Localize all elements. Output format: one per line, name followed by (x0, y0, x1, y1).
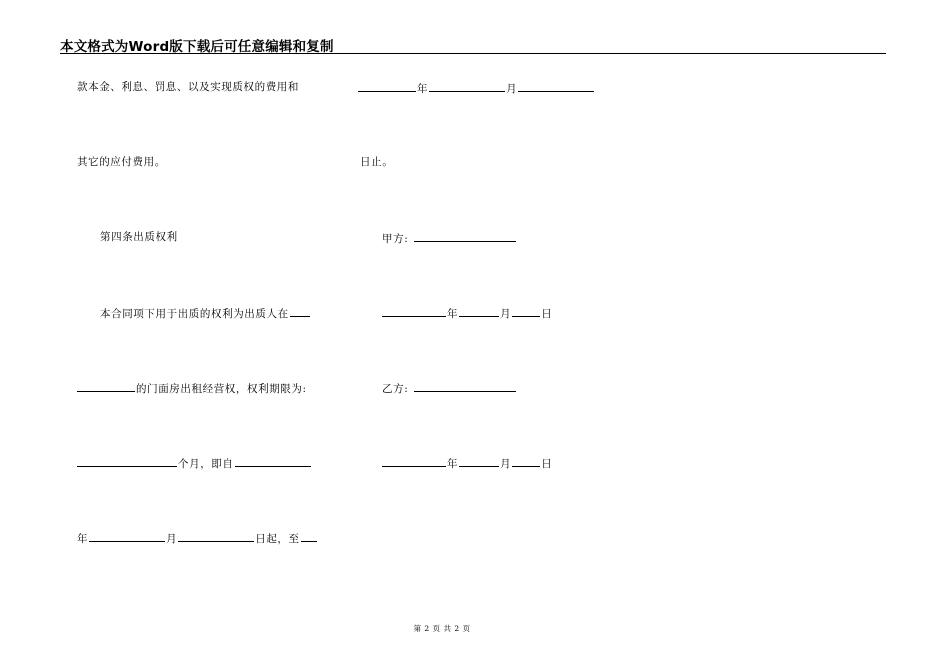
left-line-7 (77, 530, 318, 546)
fill-blank[interactable] (512, 305, 540, 317)
left-line-2 (77, 155, 166, 169)
month-label: 月 (500, 308, 512, 320)
fill-blank[interactable] (290, 305, 310, 317)
fill-blank[interactable] (77, 455, 177, 467)
fill-blank[interactable] (459, 305, 499, 317)
year-label: 年 (447, 308, 459, 320)
fill-blank[interactable] (518, 80, 594, 92)
fill-blank[interactable] (459, 455, 499, 467)
fill-blank[interactable] (382, 455, 446, 467)
fill-blank[interactable] (301, 530, 317, 542)
fill-blank[interactable] (77, 380, 135, 392)
fill-blank[interactable] (235, 455, 311, 467)
month-label: 月 (500, 458, 512, 470)
month-label: 月 (506, 83, 518, 95)
clause-text: 本合同项下用于出质的权利为出质人在 (100, 308, 289, 320)
party-b-date-line (382, 455, 552, 471)
left-line-1 (77, 80, 299, 94)
party-b-line (382, 380, 517, 396)
clause-text: 日止。 (360, 156, 394, 168)
left-line-5 (77, 380, 307, 396)
party-b-signature-blank[interactable] (414, 380, 516, 392)
fill-blank[interactable] (89, 530, 165, 542)
party-a-signature-blank[interactable] (414, 230, 516, 242)
left-line-4 (100, 305, 311, 321)
party-b-label: 乙方: (382, 383, 409, 395)
article-heading-text: 第四条出质权利 (100, 231, 178, 243)
right-line-1 (358, 80, 595, 96)
fill-blank[interactable] (358, 80, 416, 92)
left-line-6 (77, 455, 312, 471)
document-header-title: 本文格式为Word版下载后可任意编辑和复制 (60, 39, 334, 55)
party-a-label: 甲方: (382, 233, 409, 245)
clause-text: 的门面房出租经营权，权利期限为: (136, 383, 307, 395)
year-label: 年 (417, 83, 429, 95)
year-label: 年 (447, 458, 459, 470)
day-label: 日 (541, 308, 553, 320)
fill-blank[interactable] (512, 455, 540, 467)
clause-text: 日起，至 (255, 533, 300, 545)
party-a-date-line (382, 305, 552, 321)
fill-blank[interactable] (429, 80, 505, 92)
party-a-line (382, 230, 517, 246)
fill-blank[interactable] (178, 530, 254, 542)
clause-text: 款本金、利息、罚息、以及实现质权的费用和 (77, 81, 299, 93)
article-4-heading (100, 230, 178, 244)
year-label: 年 (77, 533, 89, 545)
fill-blank[interactable] (382, 305, 446, 317)
page-number-footer: 第 2 页 共 2 页 (413, 624, 471, 633)
header-divider (60, 53, 886, 54)
clause-text: 个月，即自 (178, 458, 234, 470)
day-label: 日 (541, 458, 553, 470)
right-line-2 (360, 155, 393, 169)
month-label: 月 (166, 533, 178, 545)
clause-text: 其它的应付费用。 (77, 156, 166, 168)
